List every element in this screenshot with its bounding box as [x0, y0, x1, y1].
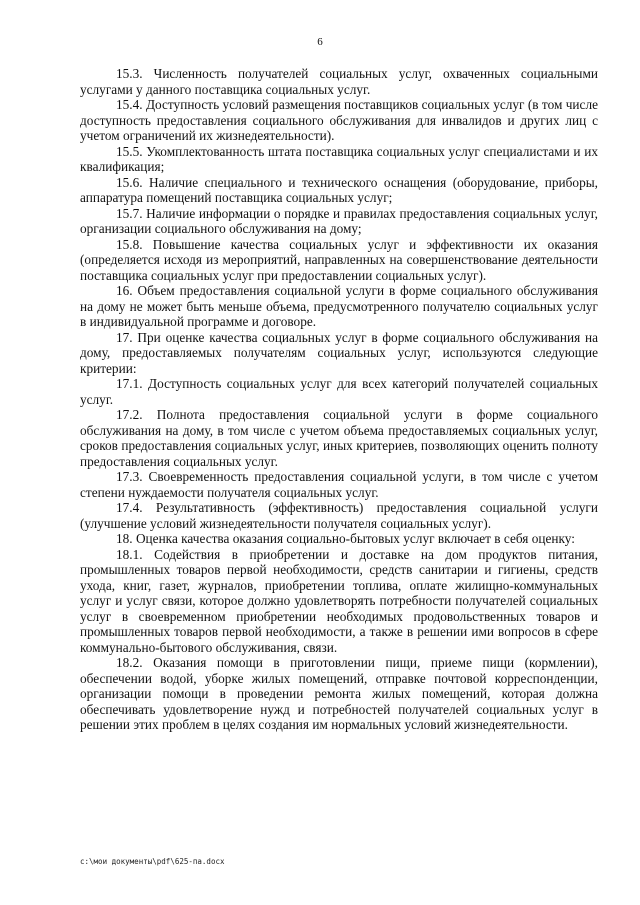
paragraph-17-3: 17.3. Своевременность предоставления социальной услуги, в том числе с учетом степени нуждаемости получателя социальных услуг.	[80, 469, 598, 500]
paragraph-17: 17. При оценке качества социальных услуг в форме социального обслуживания на дому, предоставляемых получателям социальных услуг, используются следующие критерии:	[80, 329, 598, 376]
paragraph-18: 18. Оценка качества оказания социально-бытовых услуг включает в себя оценку:	[116, 531, 575, 546]
document-body	[80, 66, 598, 733]
paragraph-15-4: 15.4. Доступность условий размещения поставщиков социальных услуг (в том числе доступность предоставления социального обслуживания для инвалидов и других лиц с учетом ограничений их жизнедеятельности).	[80, 97, 598, 143]
paragraph-17-1: 17.1. Доступность социальных услуг для всех категорий получателей социальных услуг.	[80, 376, 598, 407]
paragraph-16: 16. Объем предоставления социальной услуги в форме социального обслуживания на дому не может быть меньше объема, предусмотренного получателю социальных услуг в индивидуальной программе и договоре.	[80, 283, 598, 329]
paragraph-15-7: 15.7. Наличие информации о порядке и правилах предоставления социальных услуг, организации социального обслуживания на дому;	[80, 205, 598, 236]
page-number: 6	[317, 36, 323, 48]
paragraph-18-1: 18.1. Содействия в приобретении и доставке на дом продуктов питания, промышленных товаров первой необходимости, средств санитарии и гигиены, средств ухода, книг, газет, журналов, приобретении топлива, оплате жилищно-коммунальных услуг и услуг связи, которое должно удовлетворять потребности получателей социальных услуг в своевременном приобретении необходимых продовольственных товаров и промышленных товаров первой необходимости, а также в решении ими вопросов в сфере коммунально-бытового обслуживания, связи.	[80, 546, 598, 655]
paragraph-15-5: 15.5. Укомплектованность штата поставщика социальных услуг специалистами и их квалификация;	[80, 143, 598, 174]
paragraph-17-2: 17.2. Полнота предоставления социальной услуги в форме социального обслуживания на дому, в том числе с учетом объема предоставляемых социальных услуг, сроков предоставления социальных услуг, иных критериев, позволяющих оценить полноту предоставления социальных услуг.	[80, 407, 598, 469]
paragraph-15-3: 15.3. Численность получателей социальных услуг, охваченных социальными услугами у данного поставщика социальных услуг.	[80, 66, 598, 97]
paragraph-15-8: 15.8. Повышение качества социальных услуг и эффективности их оказания (определяется исходя из мероприятий, направленных на совершенствование деятельности поставщика социальных услуг при предоставлении социальных услуг).	[80, 236, 598, 283]
footer-file-path: c:\мои документы\pdf\625-па.docx	[80, 857, 225, 866]
paragraph-15-6: 15.6. Наличие специального и технического оснащения (оборудование, приборы, аппаратура помещений поставщика социальных услуг;	[80, 174, 598, 205]
paragraph-17-4: 17.4. Результативность (эффективность) предоставления социальной услуги (улучшение условий жизнедеятельности получателя социальных услуг).	[80, 500, 598, 531]
paragraph-18-2: 18.2. Оказания помощи в приготовлении пищи, приеме пищи (кормлении), обеспечении водой, уборке жилых помещений, отправке почтовой корреспонденции, организации помощи в проведении ремонта жилых помещений, которая должна обеспечивать удовлетворение нужд и потребностей получателей социальных услуг в решении этих проблем в целях создания им нормальных условий жизнедеятельности.	[80, 655, 598, 732]
